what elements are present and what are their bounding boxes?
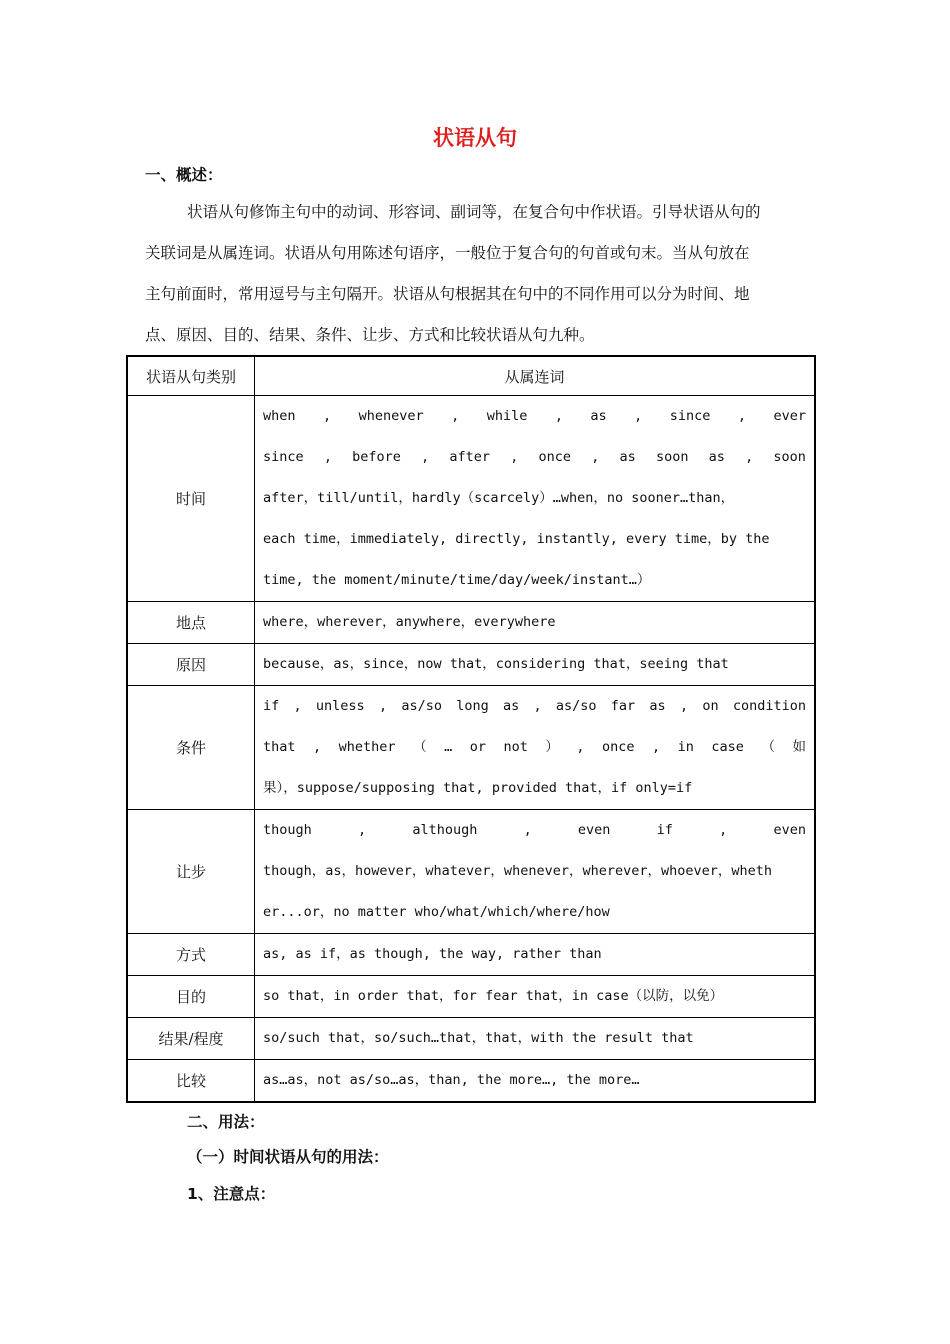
page-title: 状语从句 xyxy=(433,126,517,150)
table-row xyxy=(127,976,815,1018)
word-token: not xyxy=(503,739,528,755)
word-token: as/so xyxy=(401,698,442,714)
word-token: as xyxy=(590,408,607,424)
word-token: while xyxy=(486,408,528,424)
word-token: soon xyxy=(655,449,689,465)
word-token: , xyxy=(652,739,661,755)
word-token: , xyxy=(737,408,747,424)
word-token: as xyxy=(708,449,725,465)
word-line xyxy=(263,437,806,478)
row-category: 原因 xyxy=(127,644,255,686)
table-row xyxy=(127,1018,815,1060)
word-token: long xyxy=(456,698,489,714)
conjunction-table xyxy=(126,355,816,1103)
word-token: as xyxy=(649,698,666,714)
row-category: 目的 xyxy=(127,976,255,1018)
word-token: whenever xyxy=(358,408,424,424)
word-token: when xyxy=(263,408,296,424)
word-line: time, the moment/minute/time/day/week/instant…） xyxy=(263,572,651,588)
word-token: , xyxy=(591,449,600,465)
word-token: that xyxy=(263,739,296,755)
row-words xyxy=(255,644,816,686)
word-token: , xyxy=(451,408,460,424)
word-token: ） xyxy=(545,739,559,755)
word-token: , xyxy=(533,698,542,714)
word-token: , xyxy=(293,698,302,714)
word-token: on xyxy=(702,698,719,714)
word-token: whether xyxy=(338,739,396,755)
row-category: 结果/程度 xyxy=(127,1018,255,1060)
word-token: if xyxy=(656,822,673,838)
word-token: , xyxy=(313,739,322,755)
word-line: so that，in order that，for fear that，in case（以防，以免） xyxy=(263,988,724,1004)
row-category: 时间 xyxy=(127,396,255,602)
word-token: as/so xyxy=(555,698,597,714)
table-row xyxy=(127,602,815,644)
word-token: , xyxy=(523,822,532,838)
word-token: even xyxy=(577,822,611,838)
row-words xyxy=(255,602,816,644)
row-words xyxy=(255,976,816,1018)
paragraph-line: 点、原因、目的、结果、条件、让步、方式和比较状语从句九种。 xyxy=(145,326,595,344)
word-line xyxy=(263,396,806,437)
word-line: as…as，not as/so…as，than, the more…, the more… xyxy=(263,1072,640,1088)
word-token: , xyxy=(719,822,728,838)
word-token: , xyxy=(679,698,689,714)
table-row xyxy=(127,1060,815,1103)
word-token: as xyxy=(502,698,520,714)
subsection-heading-notes: 1、注意点： xyxy=(187,1185,276,1203)
word-token: condition xyxy=(732,698,806,714)
word-token: unless xyxy=(315,698,365,714)
word-token: once xyxy=(602,739,635,755)
word-token: （ xyxy=(413,739,427,755)
paragraph-line: 主句前面时，常用逗号与主句隔开。状语从句根据其在句中的不同作用可以分为时间、地 xyxy=(145,285,750,303)
table-row xyxy=(127,644,815,686)
word-token: if xyxy=(263,698,280,714)
word-token: … xyxy=(444,739,453,755)
word-token: far xyxy=(610,698,636,714)
word-token: case xyxy=(711,739,744,755)
row-category: 地点 xyxy=(127,602,255,644)
word-token: since xyxy=(263,449,304,465)
word-token: , xyxy=(322,408,332,424)
word-token: , xyxy=(554,408,563,424)
row-words xyxy=(255,1060,816,1103)
word-line: after，till/until，hardly（scarcely）…when，no sooner…than， xyxy=(263,490,735,506)
word-token: , xyxy=(510,449,519,465)
row-words xyxy=(255,810,816,934)
header-category: 状语从句类别 xyxy=(127,356,255,396)
word-token: after xyxy=(449,449,491,465)
word-line: each time，immediately, directly, instantly, every time，by the xyxy=(263,531,770,547)
word-token: although xyxy=(412,822,478,838)
word-line xyxy=(263,727,806,768)
row-category: 条件 xyxy=(127,686,255,810)
word-line: er...or，no matter who/what/which/where/how xyxy=(263,904,610,920)
word-line: 果），suppose/supposing that, provided that，if only=if xyxy=(263,780,693,796)
word-token: soon xyxy=(773,449,806,465)
row-category: 让步 xyxy=(127,810,255,934)
row-category: 比较 xyxy=(127,1060,255,1103)
table-row xyxy=(127,396,815,602)
word-token: even xyxy=(773,822,806,838)
paragraph-line: 状语从句修饰主句中的动词、形容词、副词等，在复合句中作状语。引导状语从句的 xyxy=(187,203,761,221)
table-row xyxy=(127,810,815,934)
section-heading-usage: 二、用法： xyxy=(187,1113,265,1131)
word-token: , xyxy=(378,698,388,714)
word-token: though xyxy=(263,822,312,838)
word-line xyxy=(263,686,806,727)
word-token: , xyxy=(357,822,367,838)
table-row xyxy=(127,934,815,976)
word-token: ever xyxy=(773,408,806,424)
word-token: once xyxy=(538,449,572,465)
overview-paragraph xyxy=(145,192,807,356)
row-words xyxy=(255,686,816,810)
word-token: before xyxy=(352,449,401,465)
word-token: , xyxy=(745,449,754,465)
word-token: （ xyxy=(761,739,775,755)
section-heading-overview: 一、概述： xyxy=(145,166,223,184)
paragraph-line: 关联词是从属连词。状语从句用陈述句语序，一般位于复合句的句首或句末。当从句放在 xyxy=(145,244,750,262)
word-line: because，as，since，now that，considering that，seeing that xyxy=(263,656,729,672)
word-line: though，as，however，whatever，whenever，wherever，whoever，wheth xyxy=(263,863,773,879)
word-token: 如 xyxy=(792,739,806,755)
table-header-row xyxy=(127,356,815,396)
header-words: 从属连词 xyxy=(255,356,816,396)
word-token: , xyxy=(634,408,643,424)
word-token: , xyxy=(576,739,585,755)
word-token: , xyxy=(323,449,332,465)
word-token: or xyxy=(469,739,486,755)
word-token: since xyxy=(669,408,711,424)
word-line: so/such that，so/such…that，that，with the result that xyxy=(263,1030,694,1046)
word-line: where，wherever，anywhere，everywhere xyxy=(263,614,556,630)
row-words xyxy=(255,934,816,976)
word-line xyxy=(263,810,806,851)
row-words xyxy=(255,396,816,602)
word-token: in xyxy=(677,739,694,755)
subsection-heading-time-clause: （一）时间状语从句的用法： xyxy=(187,1148,389,1166)
row-words xyxy=(255,1018,816,1060)
word-token: , xyxy=(421,449,430,465)
word-line: as, as if，as though, the way, rather than xyxy=(263,946,602,962)
table-row xyxy=(127,686,815,810)
word-token: as xyxy=(619,449,636,465)
row-category: 方式 xyxy=(127,934,255,976)
